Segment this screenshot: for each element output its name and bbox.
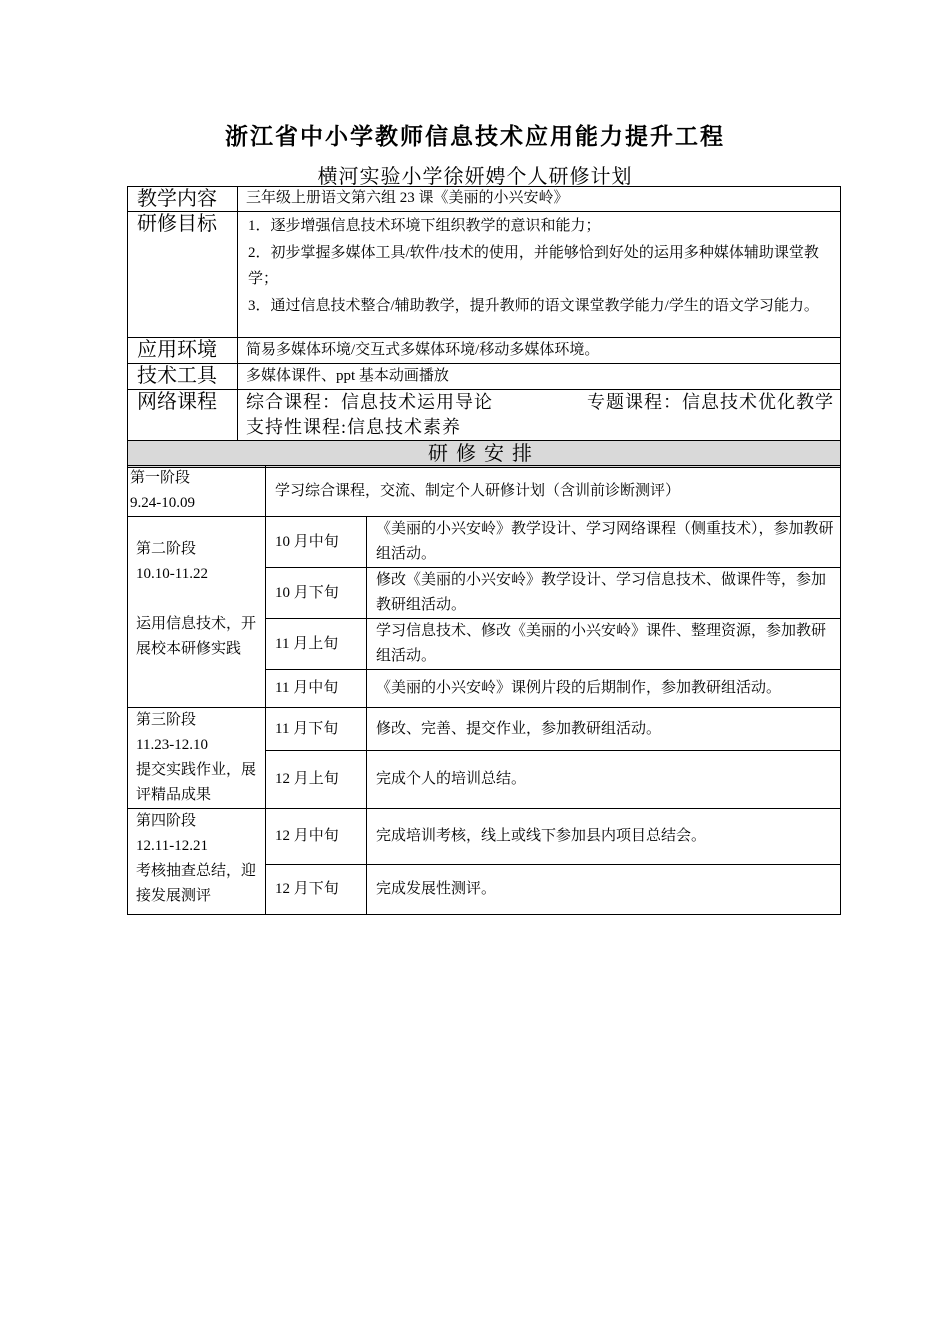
course-general: 综合课程：信息技术运用导论 [246, 392, 493, 412]
document-title: 浙江省中小学教师信息技术应用能力提升工程 [225, 124, 725, 149]
period-cell: 12 月中旬 [266, 809, 367, 865]
stage-description: 学习综合课程，交流、制定个人研修计划（含训前诊断测评） [266, 466, 841, 517]
goals-cell [238, 212, 841, 338]
period-cell: 11 月上旬 [266, 619, 367, 670]
period-cell: 10 月中旬 [266, 517, 367, 568]
tools-label: 技术工具 [128, 364, 238, 390]
document-subtitle: 横河实验小学徐妍娉个人研修计划 [317, 166, 633, 188]
activity-cell: 修改、完善、提交作业，参加教研组活动。 [367, 708, 841, 751]
tools-value: 多媒体课件、ppt 基本动画播放 [238, 364, 841, 390]
stage-cell [128, 466, 266, 517]
stage-note: 提交实践作业，展评精品成果 [136, 762, 257, 803]
activity-cell: 《美丽的小兴安岭》课例片段的后期制作，参加教研组活动。 [367, 670, 841, 708]
stage-dates: 10.10-11.22 [136, 566, 208, 582]
plan-header: 研修安排 [128, 441, 841, 468]
goal-item: 3．通过信息技术整合/辅助教学，提升教师的语文课堂教学能力/学生的语文学习能力。 [248, 298, 819, 314]
stage-dates: 12.11-12.21 [136, 838, 208, 854]
courses-cell [238, 390, 841, 441]
period-cell: 10 月下旬 [266, 568, 367, 619]
goals-label: 研修目标 [128, 212, 238, 338]
info-table [127, 186, 841, 468]
stage-dates: 11.23-12.10 [136, 737, 208, 753]
stage-dates: 9.24-10.09 [130, 495, 195, 511]
courses-label: 网络课程 [128, 390, 238, 441]
activity-cell: 完成培训考核，线上或线下参加县内项目总结会。 [367, 809, 841, 865]
activity-cell: 学习信息技术、修改《美丽的小兴安岭》课件、整理资源，参加教研组活动。 [367, 619, 841, 670]
goal-item: 1．逐步增强信息技术环境下组织教学的意识和能力； [248, 218, 601, 234]
stage-cell [128, 809, 266, 915]
activity-cell: 完成个人的培训总结。 [367, 751, 841, 809]
activity-cell: 完成发展性测评。 [367, 865, 841, 915]
stage-cell [128, 708, 266, 809]
activity-cell: 修改《美丽的小兴安岭》教学设计、学习信息技术、做课件等，参加教研组活动。 [367, 568, 841, 619]
period-cell: 12 月上旬 [266, 751, 367, 809]
plan-table [127, 465, 841, 915]
content-value: 三年级上册语文第六组 23 课《美丽的小兴安岭》 [238, 187, 841, 212]
stage-name: 第四阶段 [136, 813, 197, 829]
activity-cell: 《美丽的小兴安岭》教学设计、学习网络课程（侧重技术），参加教研组活动。 [367, 517, 841, 568]
period-cell: 11 月中旬 [266, 670, 367, 708]
env-value: 简易多媒体环境/交互式多媒体环境/移动多媒体环境。 [238, 338, 841, 364]
stage-name: 第一阶段 [130, 470, 191, 486]
stage-note: 考核抽查总结，迎接发展测评 [136, 863, 257, 904]
period-cell: 12 月下旬 [266, 865, 367, 915]
stage-name: 第三阶段 [136, 712, 197, 728]
course-topic: 专题课程：信息技术优化教学 [587, 392, 834, 412]
env-label: 应用环境 [128, 338, 238, 364]
stage-name: 第二阶段 [136, 541, 197, 557]
goal-item: 2．初步掌握多媒体工具/软件/技术的使用，并能够恰到好处的运用多种媒体辅助课堂教学； [248, 245, 819, 287]
stage-note: 运用信息技术，开展校本研修实践 [136, 616, 257, 657]
stage-cell [128, 517, 266, 708]
content-label: 教学内容 [128, 187, 238, 212]
period-cell: 11 月下旬 [266, 708, 367, 751]
course-support: 支持性课程:信息技术素养 [246, 417, 461, 437]
